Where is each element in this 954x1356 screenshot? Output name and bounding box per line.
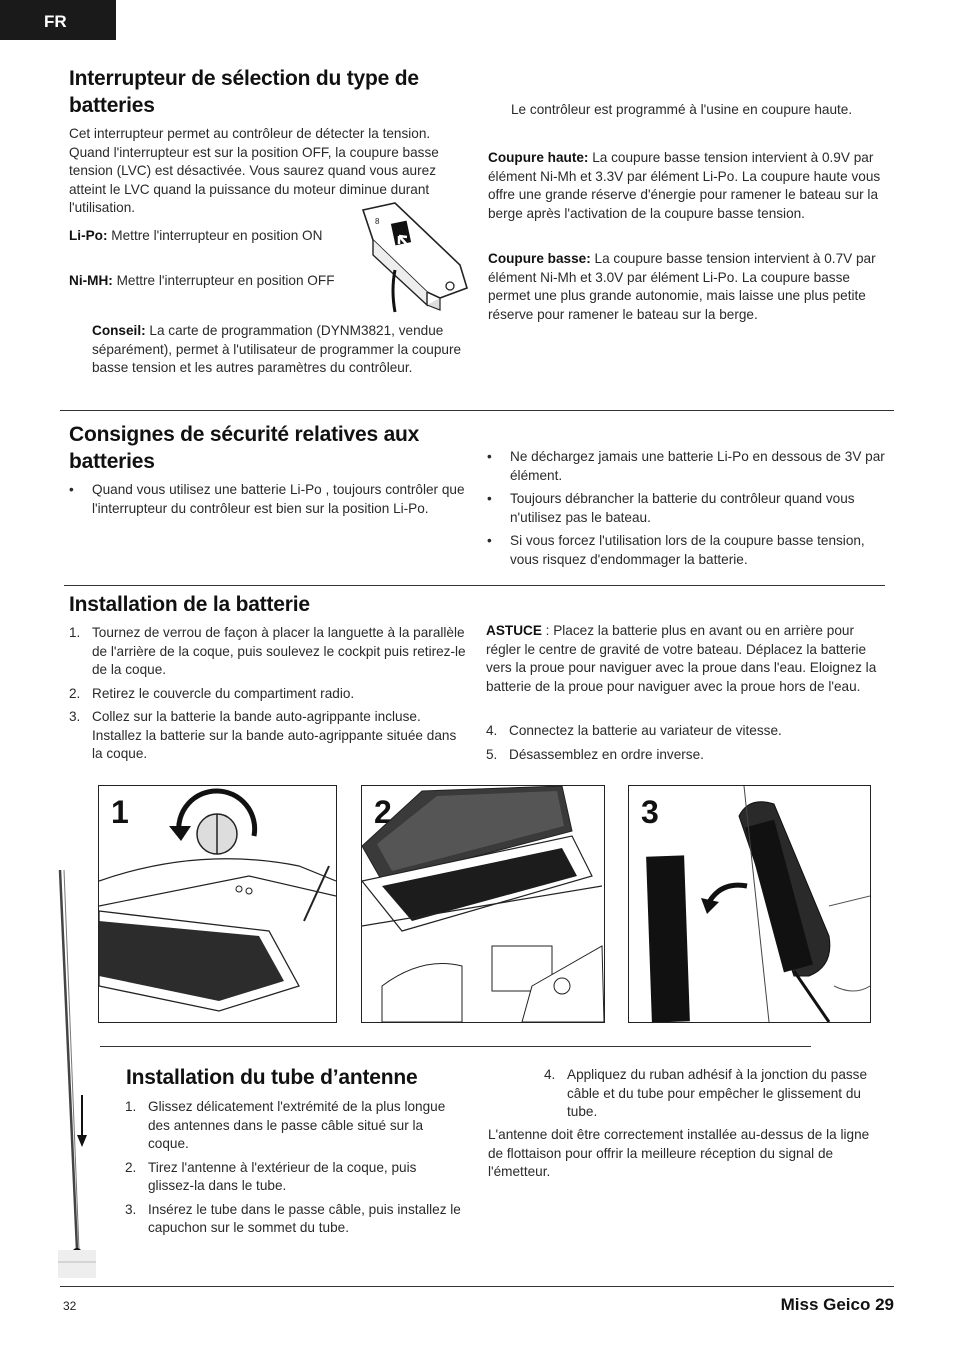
page-number: 32 xyxy=(63,1299,77,1313)
battery-tip-text: : Placez la batterie plus en avant ou en arrière pour régler le centre de gravité de votre bateau. Déplacez la batterie vers la proue pour naviguer avec la proue dans l'eau. Eloignez la batterie de la proue pour naviguer avec la proue hors de l'eau. xyxy=(486,623,877,694)
low-cutoff-label: Coupure basse: xyxy=(488,251,591,266)
list-item: • Toujours débrancher la batterie du contrôleur quand vous n'utilisez pas le bateau. xyxy=(487,490,887,527)
safety-list-left xyxy=(69,481,465,523)
list-item: • Si vous forcez l'utilisation lors de la coupure basse tension, vous risquez d'endommager la batterie. xyxy=(487,532,887,569)
programming-tip xyxy=(92,322,462,378)
section-title-battery-switch: Interrupteur de sélection du type de batteries xyxy=(69,67,419,117)
switch-illustration xyxy=(355,200,475,315)
figure-number: 3 xyxy=(641,794,659,830)
lipo-instruction xyxy=(69,227,349,246)
nimh-text: Mettre l'interrupteur en position OFF xyxy=(112,273,335,288)
high-cutoff-label: Coupure haute: xyxy=(488,150,589,165)
safety-list-right xyxy=(487,448,887,574)
section-divider xyxy=(60,410,894,411)
tip-label: Conseil: xyxy=(92,323,146,338)
list-item: 1. Tournez de verrou de façon à placer la languette à la parallèle de l'arrière de la coque, puis soulevez le cockpit puis retirez-le de la coque. xyxy=(69,625,466,677)
high-cutoff-text xyxy=(488,149,886,223)
battery-install-steps-left xyxy=(69,624,466,769)
figure-number: 1 xyxy=(111,794,129,830)
list-item: 1. Glissez délicatement l'extrémité de la plus longue des antennes dans le passe câble situé sur la coque. xyxy=(125,1099,446,1151)
battery-tip-label: ASTUCE xyxy=(486,623,542,638)
antenna-steps-right xyxy=(544,1066,874,1127)
section-title-battery-install: Installation de la batterie xyxy=(69,593,310,616)
list-item: • Ne déchargez jamais une batterie Li-Po en dessous de 3V par élément. xyxy=(487,448,887,485)
list-item: • Quand vous utilisez une batterie Li-Po , toujours contrôler que l'interrupteur du contrôleur est bien sur la position Li-Po. xyxy=(69,481,465,518)
svg-text:8: 8 xyxy=(375,217,380,226)
figure-step-2 xyxy=(361,785,605,1023)
low-cutoff-desc: La coupure basse tension intervient à 0.7V par élément Ni-Mh et 3.0V par élément Li-Po. La coupure basse permet une plus grande autonomie, mais laisse une plus petite réserve pour ramener le bateau sur la berge. xyxy=(488,251,876,322)
high-cutoff-desc: La coupure basse tension intervient à 0.9V par élément Ni-Mh et 3.3V par élément Li-Po. La coupure haute vous offre une grande réserve d'énergie pour ramener le bateau sur la berge après l'activation de la coupure basse tension. xyxy=(488,150,881,221)
tip-text: La carte de programmation (DYNM3821, vendue séparément), permet à l'utilisateur de programmer la coupure basse tension et les autres paramètres du contrôleur. xyxy=(92,323,462,375)
battery-switch-intro: Cet interrupteur permet au contrôleur de détecter la tension. Quand l'interrupteur est sur la position OFF, la coupure basse tension (LVC) est désactivée. Vous saurez quand vous aurez atteint le LVC quand la puissance du moteur diminue durant l'utilisation. xyxy=(69,126,439,215)
list-item: 2. Tirez l'antenne à l'extérieur de la coque, puis glissez-la dans le tube. xyxy=(125,1159,417,1193)
document-title: Miss Geico 29 xyxy=(780,1295,894,1314)
factory-setting-text: Le contrôleur est programmé à l'usine en coupure haute. xyxy=(511,102,853,117)
list-item: 4. Connectez la batterie au variateur de vitesse. xyxy=(486,723,782,738)
section-divider xyxy=(100,1046,811,1047)
lipo-label: Li-Po: xyxy=(69,228,108,243)
section-title-antenna-tube: Installation du tube d’antenne xyxy=(126,1066,418,1089)
list-item: 4. Appliquez du ruban adhésif à la jonction du passe câble et du tube pour empêcher le glissement du tube. xyxy=(544,1067,868,1119)
figure-number: 2 xyxy=(374,794,392,830)
velcro-battery-illustration xyxy=(629,786,870,1022)
language-tab xyxy=(0,0,116,40)
antenna-illustration xyxy=(55,865,100,1280)
list-item: 3. Insérez le tube dans le passe câble, puis installez le capuchon sur le sommet du tube. xyxy=(125,1201,461,1235)
footer-divider xyxy=(60,1286,894,1287)
rotate-latch-illustration xyxy=(99,786,336,1022)
battery-install-steps-right xyxy=(486,722,886,769)
list-item: 3. Collez sur la batterie la bande auto-agrippante incluse. Installez la batterie sur la bande auto-agrippante située dans la coque. xyxy=(69,709,457,761)
lipo-text: Mettre l'interrupteur en position ON xyxy=(107,228,323,243)
antenna-steps-left xyxy=(125,1098,465,1243)
low-cutoff-text xyxy=(488,250,886,324)
nimh-label: Ni-MH: xyxy=(69,273,113,288)
antenna-note: L'antenne doit être correctement installée au-dessus de la ligne de flottaison pour offrir la meilleure réception du signal de l'émetteur. xyxy=(488,1127,870,1179)
list-item: 5. Désassemblez en ordre inverse. xyxy=(486,746,704,762)
figure-step-3 xyxy=(628,785,871,1023)
section-divider xyxy=(64,585,885,586)
list-item: 2. Retirez le couvercle du compartiment radio. xyxy=(69,685,355,701)
nimh-instruction xyxy=(69,272,354,291)
remove-cover-illustration xyxy=(362,786,604,1022)
battery-tip xyxy=(486,622,886,696)
figure-step-1 xyxy=(98,785,337,1023)
language-label: FR xyxy=(44,12,67,31)
section-title-battery-safety: Consignes de sécurité relatives aux batteries xyxy=(69,423,420,473)
